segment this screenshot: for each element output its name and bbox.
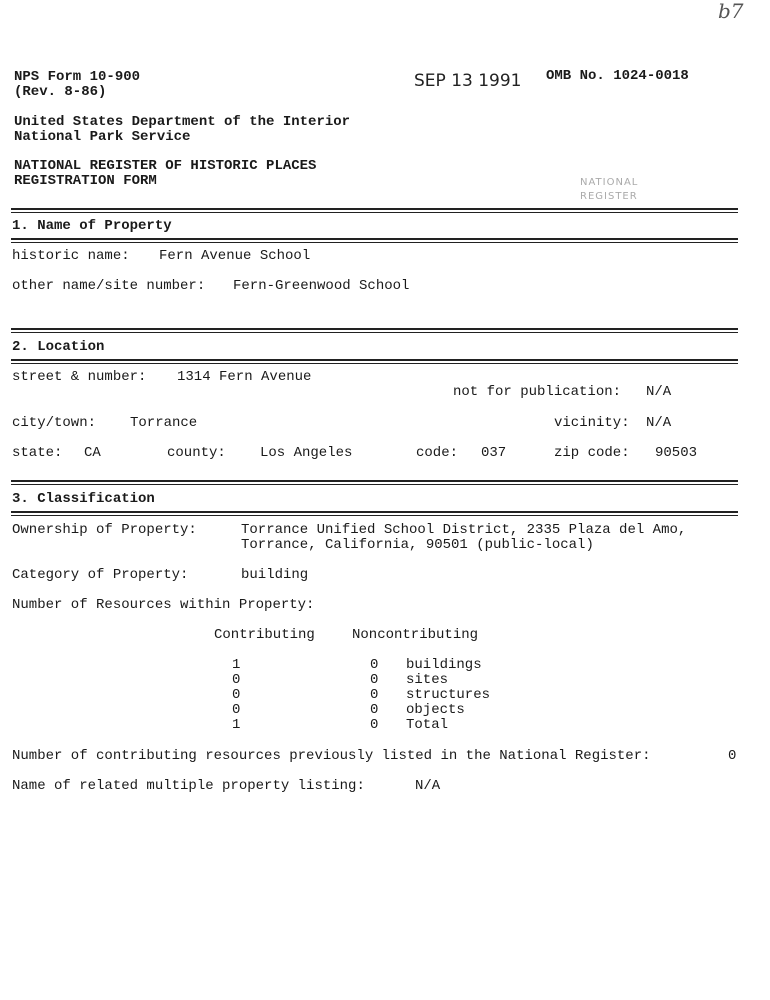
section-3-title: 3. Classification xyxy=(12,491,155,507)
multiple-listing-value: N/A xyxy=(415,778,441,794)
state-label: state: xyxy=(12,445,63,461)
historic-name-label: historic name: xyxy=(12,248,130,264)
noncontributing-count: 0 xyxy=(370,657,379,673)
noncontributing-column-header: Noncontributing xyxy=(352,627,479,643)
ownership-label: Ownership of Property: xyxy=(12,522,197,538)
county-label: county: xyxy=(167,445,226,461)
city-label: city/town: xyxy=(12,415,97,431)
contributing-count: 0 xyxy=(232,702,241,718)
other-name-value: Fern-Greenwood School xyxy=(233,278,410,294)
corner-handwritten-mark: b7 xyxy=(718,0,744,23)
register-title: NATIONAL REGISTER OF HISTORIC PLACES xyxy=(14,158,317,174)
not-for-publication-value: N/A xyxy=(646,384,672,400)
category-value: building xyxy=(241,567,309,583)
street-label: street & number: xyxy=(12,369,147,385)
form-number: NPS Form 10-900 xyxy=(14,69,141,85)
resources-label: Number of Resources within Property: xyxy=(12,597,315,613)
section-rule xyxy=(11,511,738,516)
category-label: Category of Property: xyxy=(12,567,189,583)
service-name: National Park Service xyxy=(14,129,191,145)
contributing-count: 0 xyxy=(232,672,241,688)
other-name-label: other name/site number: xyxy=(12,278,206,294)
previously-listed-label: Number of contributing resources previously listed in the National Register: xyxy=(12,748,651,764)
noncontributing-count: 0 xyxy=(370,687,379,703)
section-rule xyxy=(11,480,738,485)
department-name: United States Department of the Interior xyxy=(14,114,351,130)
faded-stamp-line1: NATIONAL xyxy=(580,177,639,188)
zip-value: 90503 xyxy=(655,445,698,461)
not-for-publication-label: not for publication: xyxy=(453,384,622,400)
faded-stamp-line2: REGISTER xyxy=(580,191,638,202)
section-rule xyxy=(11,328,738,333)
omb-number: OMB No. 1024-0018 xyxy=(546,68,689,84)
received-date-stamp: SEP 13 1991 xyxy=(414,71,522,91)
zip-label: zip code: xyxy=(554,445,630,461)
ownership-line2: Torrance, California, 90501 (public-local) xyxy=(241,537,594,553)
multiple-listing-label: Name of related multiple property listing: xyxy=(12,778,365,794)
contributing-count: 0 xyxy=(232,687,241,703)
code-label: code: xyxy=(416,445,459,461)
county-value: Los Angeles xyxy=(260,445,353,461)
section-2-title: 2. Location xyxy=(12,339,105,355)
section-rule xyxy=(11,238,738,243)
form-type-title: REGISTRATION FORM xyxy=(14,173,157,189)
resource-type-label: buildings xyxy=(406,657,482,673)
ownership-line1: Torrance Unified School District, 2335 Plaza del Amo, xyxy=(241,522,687,538)
form-revision: (Rev. 8-86) xyxy=(14,84,107,100)
contributing-total: 1 xyxy=(232,717,241,733)
noncontributing-count: 0 xyxy=(370,672,379,688)
resource-type-label: structures xyxy=(406,687,491,703)
contributing-column-header: Contributing xyxy=(214,627,315,643)
vicinity-value: N/A xyxy=(646,415,672,431)
code-value: 037 xyxy=(481,445,507,461)
section-rule xyxy=(11,359,738,364)
noncontributing-total: 0 xyxy=(370,717,379,733)
historic-name-value: Fern Avenue School xyxy=(159,248,311,264)
city-value: Torrance xyxy=(130,415,198,431)
noncontributing-count: 0 xyxy=(370,702,379,718)
resource-type-label: sites xyxy=(406,672,449,688)
resource-type-label: Total xyxy=(406,717,449,733)
section-1-title: 1. Name of Property xyxy=(12,218,172,234)
contributing-count: 1 xyxy=(232,657,241,673)
street-value: 1314 Fern Avenue xyxy=(177,369,312,385)
resource-type-label: objects xyxy=(406,702,465,718)
previously-listed-value: 0 xyxy=(728,748,737,764)
vicinity-label: vicinity: xyxy=(554,415,630,431)
section-rule xyxy=(11,208,738,213)
state-value: CA xyxy=(84,445,101,461)
